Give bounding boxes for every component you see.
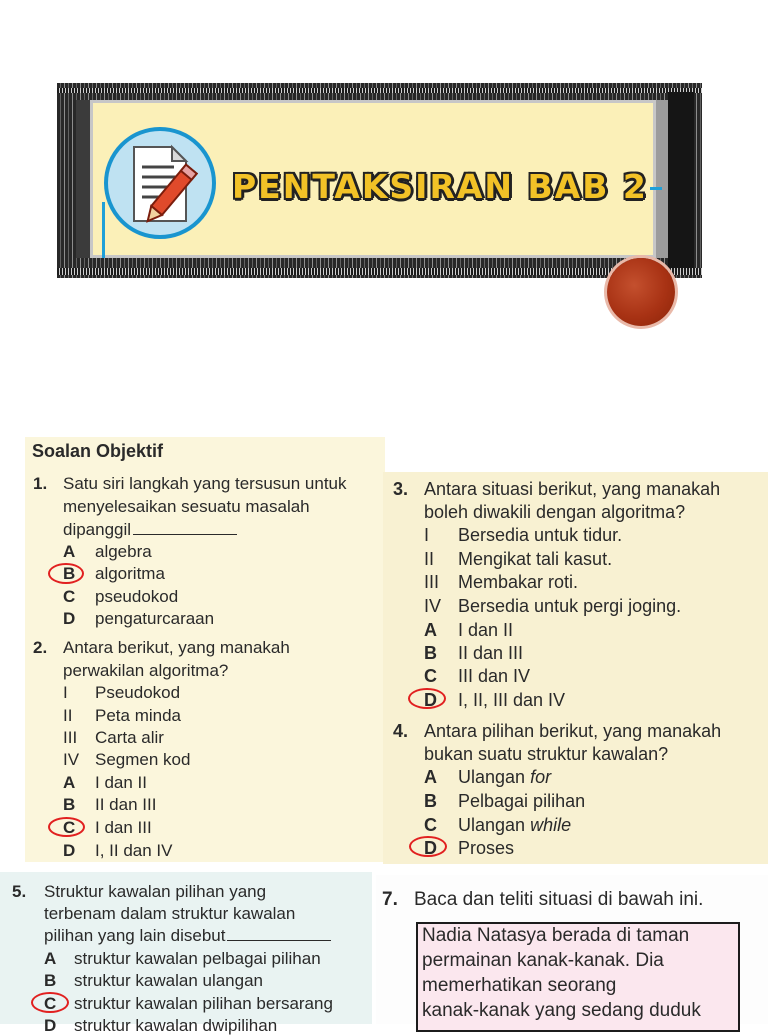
q3-option-c-letter: C <box>424 666 437 686</box>
banner-border-top <box>57 88 702 93</box>
q3-item-2-text: Mengikat tali kasut. <box>458 549 613 569</box>
q3-option-d-letter: D <box>424 690 437 710</box>
q5-option-c-letter: C <box>44 994 57 1013</box>
q5-option-a-text: struktur kawalan pelbagai pilihan <box>74 949 321 968</box>
section-heading: Soalan Objektif <box>32 441 164 461</box>
q3-option-d-text: I, II, III dan IV <box>458 690 566 710</box>
answer-circle-q5 <box>31 992 69 1013</box>
q3-item-3-text: Membakar roti. <box>458 572 579 592</box>
q2-item-1-text: Pseudokod <box>95 683 181 702</box>
q3-item-4-text: Bersedia untuk pergi joging. <box>458 596 682 616</box>
q2-item-4-roman: IV <box>63 750 80 769</box>
q5-blank <box>227 926 331 941</box>
q4-number: 4. <box>393 721 409 741</box>
q5-number: 5. <box>12 882 27 901</box>
q4-option-a <box>458 767 551 787</box>
q1-line-1: Satu siri langkah yang tersusun untuk <box>63 474 347 493</box>
q2-item-4-text: Segmen kod <box>95 750 191 769</box>
q3-number: 3. <box>393 479 409 499</box>
q2-item-3-roman: III <box>63 728 78 747</box>
q5-option-c-text: struktur kawalan pilihan bersarang <box>74 994 333 1013</box>
q4-line-1: Antara pilihan berikut, yang manakah <box>424 721 722 741</box>
q5-line-2: terbenam dalam struktur kawalan <box>44 904 296 923</box>
q5-option-d-text: struktur kawalan dwipilihan <box>74 1016 278 1035</box>
q3-option-a-text: I dan II <box>458 620 514 640</box>
q5-line-3 <box>44 926 331 946</box>
q2-option-c-letter: C <box>63 818 76 837</box>
q1-option-d-letter: D <box>63 609 76 628</box>
q7-number: 7. <box>382 889 398 910</box>
q4-option-c <box>458 815 571 835</box>
q2-item-1-roman: I <box>63 683 68 702</box>
q2-option-b-letter: B <box>63 795 76 814</box>
q2-option-b-text: II dan III <box>95 795 157 814</box>
q1-line-3 <box>63 520 237 540</box>
decorative-orb <box>607 258 675 326</box>
answer-circle-q1 <box>48 563 84 584</box>
q2-number: 2. <box>33 638 48 657</box>
q4-option-a-text: Ulangan <box>458 767 526 787</box>
q3-item-1-roman: I <box>424 525 430 545</box>
q1-line-2: menyelesaikan sesuatu masalah <box>63 497 310 516</box>
q1-option-b-letter: B <box>63 564 76 583</box>
q5-option-a-letter: A <box>44 949 57 968</box>
q1-line-3-text: dipanggil <box>63 520 132 539</box>
q7-prompt: Baca dan teliti situasi di bawah ini. <box>414 889 704 910</box>
q3-option-b-letter: B <box>424 643 437 663</box>
answer-circle-q4 <box>409 836 447 857</box>
q3-item-2-roman: II <box>424 549 435 569</box>
q5-option-d-letter: D <box>44 1016 57 1035</box>
q7-passage-line-4: kanak-kanak yang sedang duduk <box>422 1000 701 1021</box>
q2-line-1: Antara berikut, yang manakah <box>63 638 290 657</box>
q2-line-2: perwakilan algoritma? <box>63 661 229 680</box>
q2-item-3-text: Carta alir <box>95 728 164 747</box>
q2-option-d-text: I, II dan IV <box>95 841 173 860</box>
q2-item-2-roman: II <box>63 706 73 725</box>
q2-option-a-letter: A <box>63 773 76 792</box>
q5-option-b-letter: B <box>44 971 57 990</box>
q1-option-a-text: algebra <box>95 542 152 561</box>
q3-option-b-text: II dan III <box>458 643 524 663</box>
q1-option-d-text: pengaturcaraan <box>95 609 215 628</box>
q4-option-a-keyword: for <box>530 767 552 787</box>
q4-line-2: bukan suatu struktur kawalan? <box>424 744 669 764</box>
q2-option-a-text: I dan II <box>95 773 147 792</box>
banner-border-left <box>76 100 90 258</box>
q1-option-c-letter: C <box>63 587 76 606</box>
answer-circle-q2 <box>48 817 85 837</box>
q1-number: 1. <box>33 474 48 493</box>
q4-option-a-letter: A <box>424 767 437 787</box>
q4-option-d-letter: D <box>424 838 437 858</box>
q3-item-1-text: Bersedia untuk tidur. <box>458 525 623 545</box>
q1-option-a-letter: A <box>63 542 76 561</box>
q7-passage-line-2: permainan kanak-kanak. Dia <box>422 950 664 971</box>
q3-option-c-text: III dan IV <box>458 666 531 686</box>
answer-circle-q3 <box>408 688 446 709</box>
q1-option-c-text: pseudokod <box>95 587 179 606</box>
q2-option-d-letter: D <box>63 841 76 860</box>
q5-line-1: Struktur kawalan pilihan yang <box>44 882 267 901</box>
paper-pencil-icon <box>104 127 216 239</box>
q4-option-b-text: Pelbagai pilihan <box>458 791 586 811</box>
q4-option-b-letter: B <box>424 791 437 811</box>
q3-line-2: boleh diwakili dengan algoritma? <box>424 502 686 522</box>
q7-passage-line-1: Nadia Natasya berada di taman <box>422 925 690 946</box>
q4-option-c-keyword: while <box>530 815 572 835</box>
q3-item-3-roman: III <box>424 572 440 592</box>
q2-item-2-text: Peta minda <box>95 706 181 725</box>
q4-option-c-letter: C <box>424 815 437 835</box>
q7-passage-line-3: memerhatikan seorang <box>422 975 617 996</box>
q1-option-b-text: algoritma <box>95 564 165 583</box>
q3-line-1: Antara situasi berikut, yang manakah <box>424 479 721 499</box>
q4-option-d-text: Proses <box>458 838 515 858</box>
q4-option-c-text: Ulangan <box>458 815 526 835</box>
q3-option-a-letter: A <box>424 620 437 640</box>
title-dash <box>650 187 662 190</box>
q1-blank <box>133 520 237 535</box>
q2-option-c-text: I dan III <box>95 818 152 837</box>
banner-border-right <box>656 100 668 258</box>
q5-option-b-text: struktur kawalan ulangan <box>74 971 264 990</box>
q5-line-3-text: pilihan yang lain disebut <box>44 926 226 945</box>
banner-border-bottom <box>57 268 702 275</box>
q3-item-4-roman: IV <box>424 596 442 616</box>
banner-title: PENTAKSIRAN BAB 2 <box>232 167 648 206</box>
banner-border-right-dark <box>668 92 694 268</box>
banner-accent-line <box>102 202 105 258</box>
